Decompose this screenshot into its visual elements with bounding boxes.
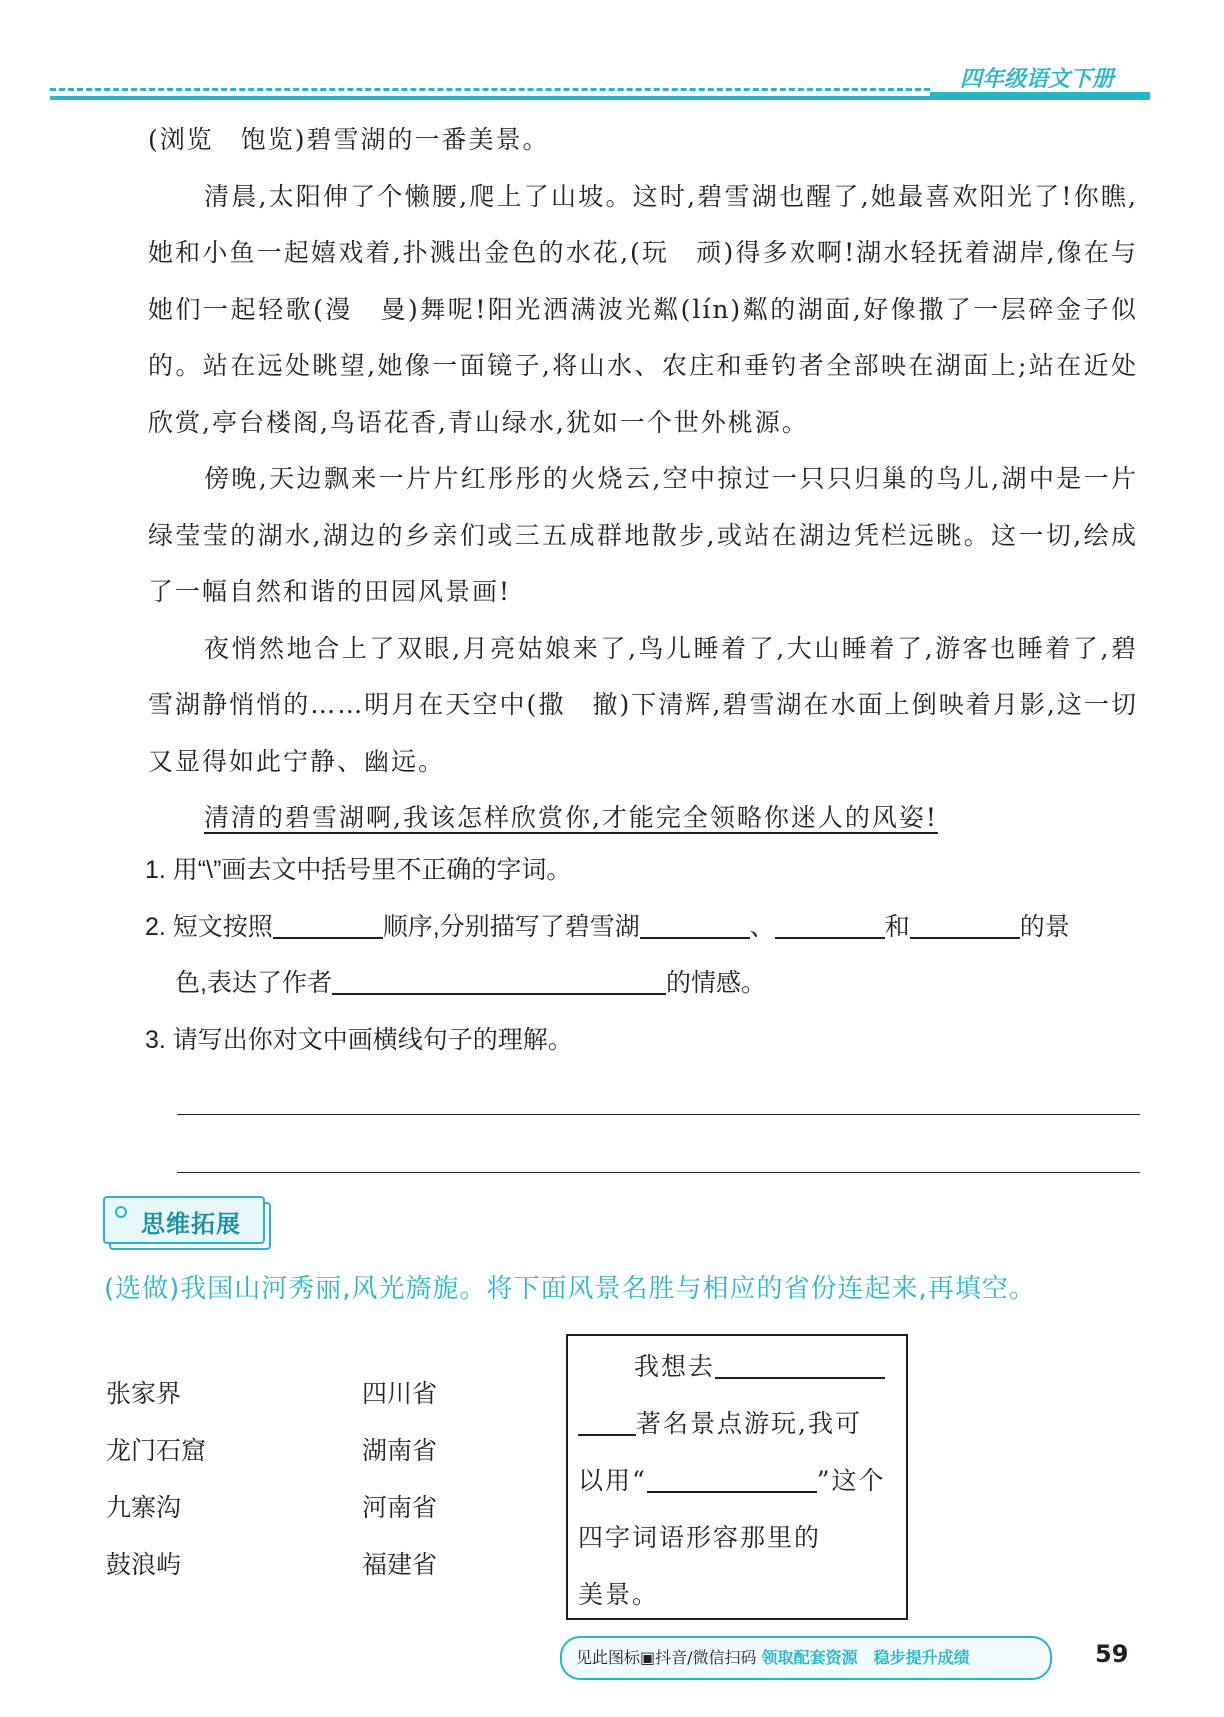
- reading-passage: [148, 112, 1138, 847]
- province-item[interactable]: 湖南省: [362, 1437, 438, 1465]
- page-number: 59: [1095, 1640, 1129, 1668]
- province-item[interactable]: 福建省: [362, 1551, 438, 1579]
- province-item[interactable]: 河南省: [362, 1494, 438, 1522]
- province-item[interactable]: 四川省: [362, 1380, 438, 1408]
- question-1: 1. 用“\”画去文中括号里不正确的字词。: [145, 856, 572, 884]
- question-2: 2. 短文按照 顺序,分别描写了碧雪湖 、 和 的景: [145, 899, 1145, 955]
- place-item[interactable]: 九寨沟: [106, 1494, 182, 1522]
- header-rule: [50, 96, 1150, 100]
- book-title: 四年级语文下册: [960, 67, 1115, 92]
- answer-blank[interactable]: [715, 1349, 885, 1379]
- answer-blank[interactable]: [640, 909, 750, 939]
- section-title: 思维拓展: [141, 1210, 241, 1238]
- badge-face: [103, 1196, 265, 1244]
- answer-line[interactable]: [177, 1114, 1140, 1115]
- section-badge: [103, 1196, 269, 1248]
- header-dashed-rule: [50, 88, 930, 91]
- footer-text: 见此图标▣抖音/微信扫码 领取配套资源 稳步提升成绩: [576, 1648, 970, 1667]
- answer-blank[interactable]: [273, 909, 383, 939]
- footer-banner: [560, 1636, 1052, 1680]
- exercise-instruction: (选做)我国山河秀丽,风光旖旎。将下面风景名胜与相应的省份连起来,再填空。: [104, 1274, 1036, 1304]
- place-item[interactable]: 张家界: [106, 1380, 182, 1408]
- answer-blank[interactable]: [647, 1463, 817, 1493]
- passage-paragraph: 夜悄然地合上了双眼,月亮姑娘来了,鸟儿睡着了,大山睡着了,游客也睡着了,碧雪湖静悄悄的……明月在天空中(撒 撤)下清辉,碧雪湖在水面上倒映着月影,这一切又显得如此宁静、幽远。: [148, 633, 1138, 776]
- answer-blank[interactable]: [910, 909, 1020, 939]
- badge-dot-icon: [115, 1206, 127, 1218]
- fill-in-box: [566, 1334, 908, 1620]
- answer-blank[interactable]: [578, 1406, 636, 1436]
- fill-in-text: 我想去 著名景点游玩,我可 以用“ ”这个 四字词语形容那里的 美景。: [578, 1338, 896, 1623]
- answer-blank[interactable]: [775, 909, 885, 939]
- passage-paragraph: 傍晚,天边飘来一片片红彤彤的火烧云,空中掠过一只只归巢的鸟儿,湖中是一片绿莹莹的湖水,湖边的乡亲们或三五成群地散步,或站在湖边凭栏远眺。这一切,绘成了一幅自然和谐的田园风景画!: [148, 464, 1138, 606]
- place-item[interactable]: 鼓浪屿: [106, 1551, 182, 1579]
- passage-paragraph: 清晨,太阳伸了个懒腰,爬上了山坡。这时,碧雪湖也醒了,她最喜欢阳光了!你瞧,她和小鱼一起嬉戏着,扑溅出金色的水花,(玩 顽)得多欢啊!湖水轻抚着湖岸,像在与她们一起轻歌(漫 曼)舞呢!阳光洒满波光粼(lín)粼的湖面,好像撒了一层碎金子似的。站在远处眺望,她像一面镜子,将山水、农庄和垂钓者全部映在湖面上;站在近处欣赏,亭台楼阁,鸟语花香,青山绿水,犹如一个世外桃源。: [148, 181, 1138, 437]
- passage-paragraph: (浏览 饱览)碧雪湖的一番美景。: [148, 125, 550, 154]
- answer-line[interactable]: [177, 1172, 1140, 1173]
- question-3: 3. 请写出你对文中画横线句子的理解。: [145, 1026, 573, 1054]
- underlined-sentence: 清清的碧雪湖啊,我该怎样欣赏你,才能完全领略你迷人的风姿!: [204, 803, 938, 832]
- answer-blank[interactable]: [332, 965, 666, 995]
- place-item[interactable]: 龙门石窟: [106, 1437, 207, 1465]
- question-2-cont: 色,表达了作者 的情感。: [175, 955, 1175, 1011]
- qr-scan-icon: ▣: [640, 1648, 656, 1667]
